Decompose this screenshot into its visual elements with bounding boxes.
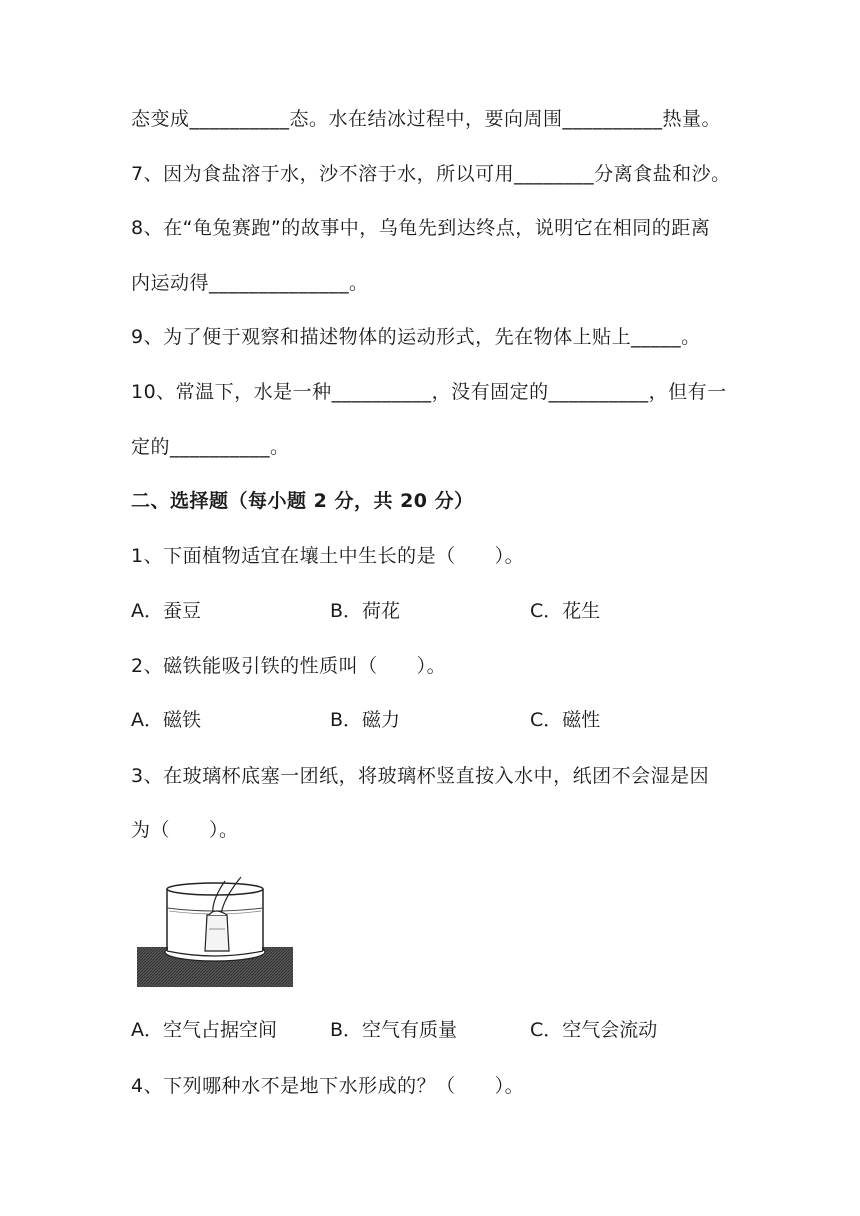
- glass-in-water-illustration: [137, 871, 293, 988]
- mc-question-3-line-2: 为（ ）。: [131, 819, 239, 841]
- mc-question-4: 4、下列哪种水不是地下水形成的？（ ）。: [131, 1075, 525, 1097]
- option-a: A．空气占据空间: [131, 1019, 277, 1041]
- option-b: B．荷花: [330, 600, 401, 622]
- mc-question-2: 2、磁铁能吸引铁的性质叫（ ）。: [131, 655, 447, 677]
- glass-in-water-figure: [137, 871, 293, 988]
- mc-question-2-options: [131, 707, 751, 733]
- mc-question-1-options: [131, 598, 751, 624]
- option-c: C．空气会流动: [530, 1019, 658, 1041]
- mc-question-3-options: [131, 1017, 751, 1043]
- option-a: A．蚕豆: [131, 600, 201, 622]
- line-1: 态变成__________态。水在结冰过程中，要向周围__________热量。: [131, 108, 722, 130]
- mc-question-3-line-1: 3、在玻璃杯底塞一团纸，将玻璃杯竖直按入水中，纸团不会湿是因: [131, 765, 710, 787]
- question-10-line-1: 10、常温下，水是一种__________，没有固定的__________，但有一: [131, 381, 727, 403]
- option-c: C．花生: [530, 600, 601, 622]
- question-8-line-1: 8、在“龟兔赛跑”的故事中，乌龟先到达终点，说明它在相同的距离: [131, 217, 711, 239]
- section-2-heading: 二、选择题（每小题 2 分，共 20 分）: [131, 490, 474, 512]
- option-b: B．磁力: [330, 709, 401, 731]
- option-c: C．磁性: [530, 709, 601, 731]
- question-10-line-2: 定的__________。: [131, 436, 290, 458]
- option-b: B．空气有质量: [330, 1019, 458, 1041]
- question-7: 7、因为食盐溶于水，沙不溶于水，所以可用________分离食盐和沙。: [131, 163, 731, 185]
- option-a: A．磁铁: [131, 709, 201, 731]
- mc-question-1: 1、下面植物适宜在壤土中生长的是（ ）。: [131, 545, 525, 567]
- question-9: 9、为了便于观察和描述物体的运动形式，先在物体上贴上_____。: [131, 326, 701, 348]
- question-8-line-2: 内运动得______________。: [131, 272, 369, 294]
